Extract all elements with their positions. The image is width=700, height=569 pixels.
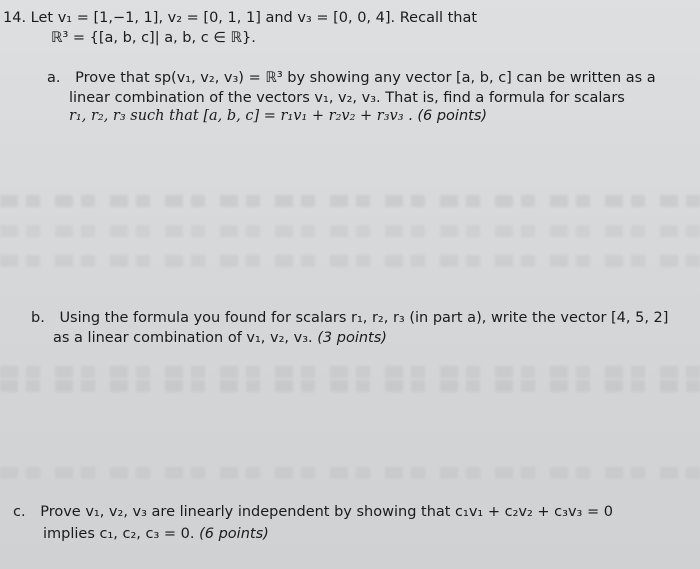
part-a-line1 (47, 69, 656, 87)
problem-intro-line2: ℝ³ = {[a, b, c]| a, b, c ∈ ℝ}. (51, 30, 256, 46)
part-a-label: a. (47, 70, 61, 86)
part-a-text: Prove that sp(v₁, v₂, v₃) = ℝ³ by showing any vector [a, b, c] can be written as a (75, 70, 656, 86)
part-c-line2 (43, 525, 269, 543)
part-b-line2 (53, 329, 387, 347)
part-b-label: b. (31, 310, 45, 326)
problem-number: 14. (3, 10, 27, 26)
problem-intro-line1: Let v₁ = [1,−1, 1], v₂ = [0, 1, 1] and v₃ = [0, 0, 4]. Recall that (30, 10, 478, 26)
bleed-through-text (0, 467, 700, 479)
part-a-formula: r₁, r₂, r₃ such that [a, b, c] = r₁v₁ + r₂v₂ + r₃v₃ . (69, 108, 413, 124)
part-b-combination-text: as a linear combination of v₁, v₂, v₃. (53, 330, 313, 346)
bleed-through-text (0, 255, 700, 267)
part-b-line1 (31, 309, 668, 327)
part-c-line1 (13, 503, 613, 521)
part-c-points: (6 points) (199, 526, 269, 542)
part-b-text: Using the formula you found for scalars r₁, r₂, r₃ (in part a), write the vector [4, 5, 2] (59, 310, 669, 326)
part-a-line2: linear combination of the vectors v₁, v₂, v₃. That is, find a formula for scalars (69, 90, 625, 106)
part-c-implies-text: implies c₁, c₂, c₃ = 0. (43, 526, 195, 542)
part-a-points: (6 points) (417, 108, 488, 124)
bleed-through-text (0, 195, 700, 207)
bleed-through-text (0, 380, 700, 392)
problem-header (3, 9, 477, 27)
part-c-text: Prove v₁, v₂, v₃ are linearly independent by showing that c₁v₁ + c₂v₂ + c₃v₃ = 0 (40, 504, 613, 520)
part-b-points: (3 points) (317, 330, 387, 346)
part-a-line3 (69, 107, 487, 125)
bleed-through-text (0, 366, 700, 378)
part-c-label: c. (13, 504, 26, 520)
bleed-through-text (0, 225, 700, 237)
